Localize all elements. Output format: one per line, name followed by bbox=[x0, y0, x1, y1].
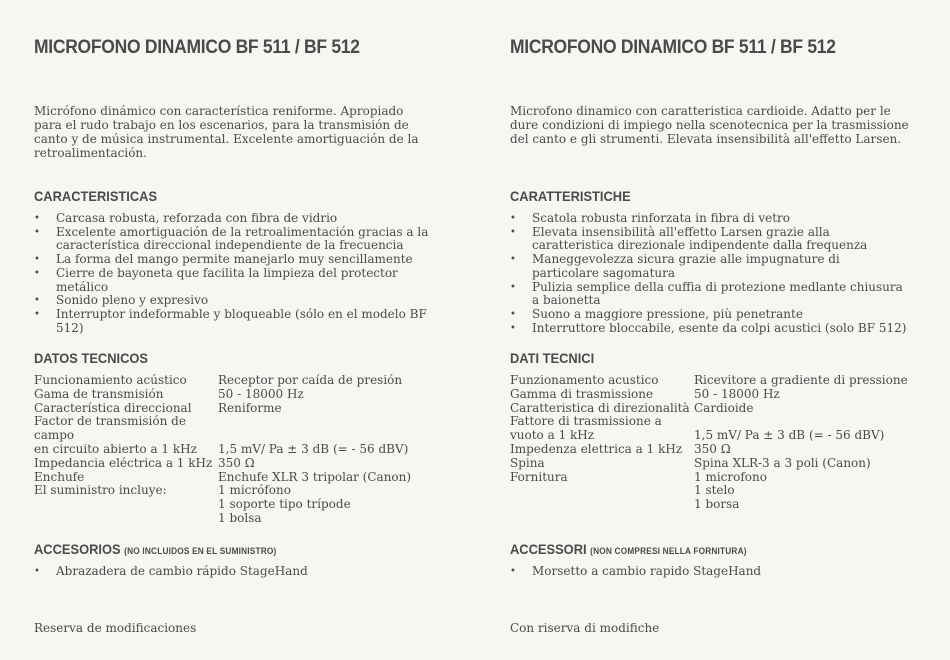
list-item: • Pulizia semplice della cuffia di protezione medlante chiusura a baionetta bbox=[510, 281, 910, 308]
spec-row bbox=[34, 484, 411, 498]
page-title: MICROFONO DINAMICO BF 511 / BF 512 bbox=[34, 37, 360, 58]
list-item: • Interruttore bloccabile, esente da colpi acustici (solo BF 512) bbox=[510, 322, 910, 336]
spec-row bbox=[510, 388, 908, 402]
spec-key: Caratteristica di direzionalità bbox=[510, 400, 690, 415]
accessories-heading bbox=[510, 541, 747, 557]
spec-row bbox=[34, 471, 411, 485]
spec-key: vuoto a 1 kHz bbox=[510, 428, 595, 443]
spec-row bbox=[510, 443, 908, 457]
list-item: • Cierre de bayoneta que facilita la limpieza del protector metálico bbox=[34, 267, 434, 294]
spec-key: Impedenza elettrica a 1 kHz bbox=[510, 441, 683, 456]
spec-row bbox=[510, 429, 908, 443]
spec-value: 50 - 18000 Hz bbox=[694, 386, 780, 401]
spec-key: Funcionamiento acústico bbox=[34, 373, 187, 387]
accessories-note: (NON COMPRESI NELLA FORNITURA) bbox=[590, 546, 747, 556]
specs-table bbox=[34, 374, 411, 526]
footer-note: Reserva de modificaciones bbox=[34, 621, 197, 635]
tech-heading: DATOS TECNICOS bbox=[34, 350, 149, 366]
accessories-title: ACCESORIOS bbox=[34, 541, 121, 557]
accessories-title: ACCESSORI bbox=[510, 541, 587, 557]
spec-key: Spina bbox=[510, 455, 545, 470]
spec-row bbox=[34, 443, 411, 457]
page-title: MICROFONO DINAMICO BF 511 / BF 512 bbox=[510, 37, 836, 58]
spec-row bbox=[34, 457, 411, 471]
spec-value: 1 soporte tipo trípode bbox=[218, 497, 351, 512]
spec-row bbox=[34, 415, 411, 443]
spec-value: 50 - 18000 Hz bbox=[218, 386, 304, 401]
spec-key bbox=[510, 484, 694, 498]
spec-key: Impedancia eléctrica a 1 kHz bbox=[34, 455, 213, 470]
spec-key bbox=[34, 512, 218, 526]
spec-key: Característica direccional bbox=[34, 400, 192, 415]
list-item: • Interruptor indeformable y bloqueable (sólo en el modelo BF 512) bbox=[34, 308, 434, 335]
spec-row bbox=[510, 471, 908, 485]
accessories-list bbox=[34, 565, 434, 579]
spec-row bbox=[34, 512, 411, 526]
list-item: • Suono a maggiore pressione, più penetrante bbox=[510, 308, 910, 322]
spanish-column bbox=[34, 0, 444, 660]
spec-key: Gamma di trasmissione bbox=[510, 386, 654, 401]
features-list bbox=[34, 212, 434, 335]
features-list bbox=[510, 212, 910, 335]
accessories-heading bbox=[34, 541, 276, 557]
spec-value: Ricevitore a gradiente di pressione bbox=[694, 373, 908, 387]
spec-key: Factor de transmisión de campo bbox=[34, 414, 186, 443]
spec-value: Receptor por caída de presión bbox=[218, 373, 403, 387]
accessories-list bbox=[510, 565, 910, 579]
spec-value: 1 bolsa bbox=[218, 510, 262, 525]
spec-key: Fornitura bbox=[510, 469, 568, 484]
italian-column bbox=[510, 0, 920, 660]
spec-value: 1 stelo bbox=[694, 483, 735, 498]
spec-value: 350 Ω bbox=[218, 455, 255, 470]
spec-value: Cardioide bbox=[694, 400, 754, 415]
tech-heading: DATI TECNICI bbox=[510, 350, 595, 366]
spec-key bbox=[34, 498, 218, 512]
spec-row bbox=[34, 374, 411, 388]
spec-row bbox=[510, 457, 908, 471]
spec-key bbox=[510, 498, 694, 512]
intro-paragraph: Microfono dinamico con caratteristica cardioide. Adatto per le dure condizioni di impiego nella scenotecnica per la trasmissione del canto e gli strumenti. Elevata insensibilità all'effetto Larsen. bbox=[510, 104, 909, 146]
spec-key: Fattore di trasmissione a bbox=[510, 414, 662, 429]
spec-row bbox=[510, 484, 908, 498]
list-item: • Elevata insensibilità all'effetto Larsen grazie alla caratteristica direzionale indipendente dalla frequenza bbox=[510, 226, 910, 253]
spec-value: Enchufe XLR 3 tripolar (Canon) bbox=[218, 469, 412, 484]
list-item: • Sonido pleno y expresivo bbox=[34, 294, 434, 308]
intro-paragraph: Micrófono dinámico con característica reniforme. Apropiado para el rudo trabajo en los escenarios, para la transmisión de canto y de música instrumental. Excelente amortiguación de la retroalimentación. bbox=[34, 104, 419, 160]
spec-row bbox=[34, 402, 411, 416]
list-item: • Maneggevolezza sicura grazie alle impugnature di particolare sagomatura bbox=[510, 253, 910, 280]
spec-row bbox=[510, 415, 908, 429]
list-item: • Abrazadera de cambio rápido StageHand bbox=[34, 565, 434, 579]
list-item: • La forma del mango permite manejarlo muy sencillamente bbox=[34, 253, 434, 267]
spec-value: 1,5 mV/ Pa ± 3 dB (= - 56 dBV) bbox=[218, 441, 409, 456]
spec-key: El suministro incluye: bbox=[34, 483, 167, 498]
list-item: • Morsetto a cambio rapido StageHand bbox=[510, 565, 910, 579]
spec-value: Spina XLR-3 a 3 poli (Canon) bbox=[694, 455, 871, 470]
spec-value: Reniforme bbox=[218, 400, 282, 415]
spec-row bbox=[510, 374, 908, 388]
features-heading: CARACTERISTICAS bbox=[34, 188, 158, 204]
spec-row bbox=[510, 402, 908, 416]
spec-key: Enchufe bbox=[34, 469, 85, 484]
spec-key: Funzionamento acustico bbox=[510, 373, 659, 387]
features-heading: CARATTERISTICHE bbox=[510, 188, 631, 204]
list-item: • Scatola robusta rinforzata in fibra di vetro bbox=[510, 212, 910, 226]
list-item: • Excelente amortiguación de la retroalimentación gracias a la característica direccional independiente de la frecuencia bbox=[34, 226, 434, 253]
spec-value: 350 Ω bbox=[694, 441, 731, 456]
spec-row bbox=[510, 498, 908, 512]
spec-key: Gama de transmisión bbox=[34, 386, 164, 401]
list-item: • Carcasa robusta, reforzada con fibra de vidrio bbox=[34, 212, 434, 226]
specs-table bbox=[510, 374, 908, 512]
footer-note: Con riserva di modifiche bbox=[510, 621, 660, 635]
spec-row bbox=[34, 388, 411, 402]
spec-value: 1 borsa bbox=[694, 497, 740, 512]
spec-key: en circuito abierto a 1 kHz bbox=[34, 441, 197, 456]
spec-value: 1 micrófono bbox=[218, 483, 291, 498]
accessories-note: (NO INCLUIDOS EN EL SUMINISTRO) bbox=[124, 546, 277, 556]
spec-value: 1 microfono bbox=[694, 469, 767, 484]
spec-value: 1,5 mV/ Pa ± 3 dB (= - 56 dBV) bbox=[694, 428, 885, 443]
spec-row bbox=[34, 498, 411, 512]
